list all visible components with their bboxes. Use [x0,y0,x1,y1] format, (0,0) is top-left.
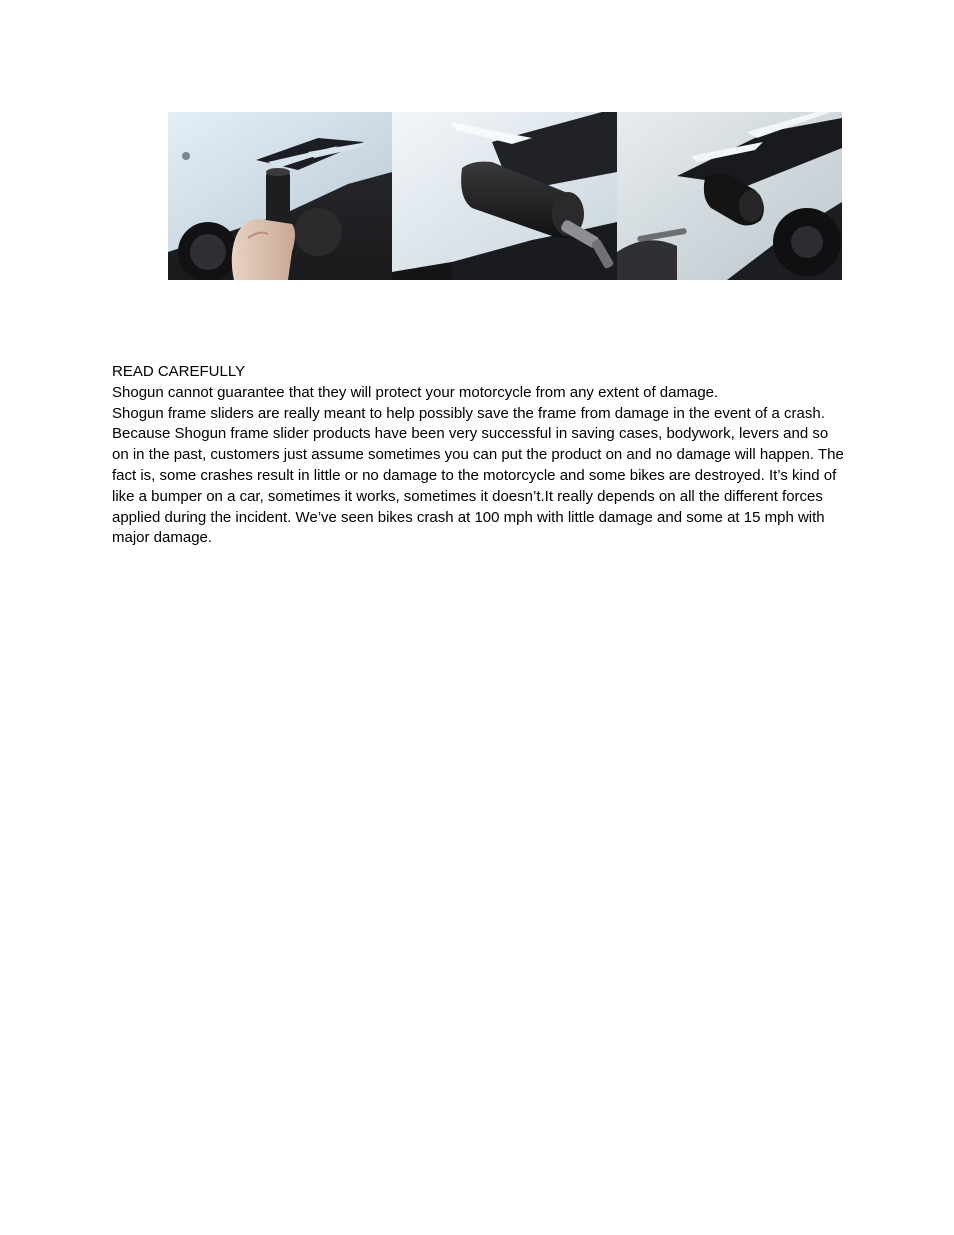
frame-slider-photo-3 [617,112,842,280]
notice-body: Shogun frame sliders are really meant to help possibly save the frame from damage in the event of a crash. Because Shogun frame slider products have been very successful in saving cases, bodywork, levers and so on in the past, customers just assume sometimes you can put the product on and no damage will happen. The fact is, some crashes result in little or no damage to the motorcycle and some bikes are destroyed. It’s kind of like a bumper on a car, sometimes it works, sometimes it doesn’t.It really depends on all the different forces applied during the incident. We’ve seen bikes crash at 100 mph with little damage and some at 15 mph with major damage. [112,404,844,547]
notice-heading: READ CAREFULLY [112,363,246,380]
frame-slider-photo-1 [168,112,392,280]
photo-strip [168,112,842,280]
frame-slider-photo-2 [392,112,617,280]
disclaimer-notice [112,362,847,549]
notice-guarantee-line: Shogun cannot guarantee that they will protect your motorcycle from any extent of damage. [112,383,719,401]
